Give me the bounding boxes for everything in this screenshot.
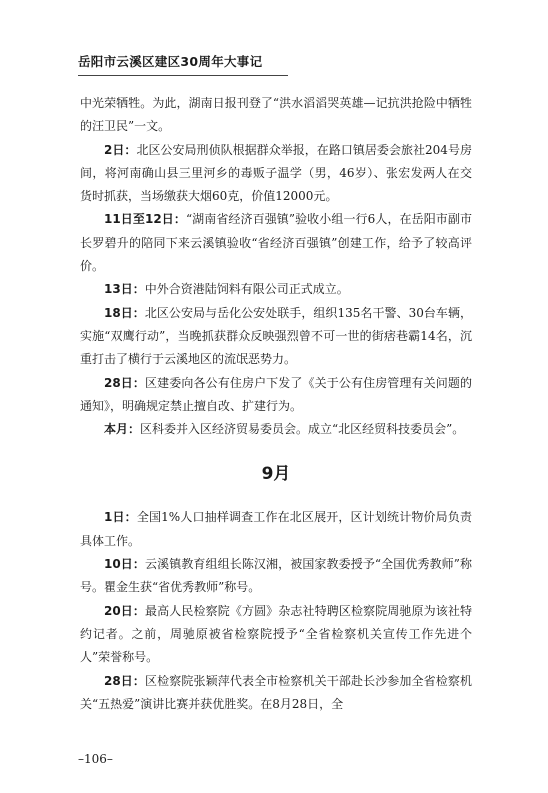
entries-september	[80, 506, 472, 716]
entry-text: 云溪镇教育组组长陈汉湘，被国家教委授予“全国优秀教师”称号。瞿金生获“省优秀教师”称号。	[80, 557, 473, 595]
chronicle-entry	[80, 372, 472, 419]
entry-date: 13日：	[104, 282, 145, 297]
entry-date: 18日：	[104, 305, 145, 320]
entry-date: 2日：	[104, 142, 137, 157]
entry-date: 28日：	[104, 375, 146, 390]
chronicle-entry	[80, 600, 472, 670]
entry-text: 区科委并入区经济贸易委员会。成立“北区经贸科技委员会”。	[140, 422, 465, 437]
entry-text: 北区公安局与岳化公安处联手，组织135名干警、30台车辆，实施“双鹰行动”，当晚抓获群众反映强烈曾不可一世的街痞巷霸14名，沉重打击了横行于云溪地区的流氓恶势力。	[80, 305, 472, 367]
page-number: –106–	[78, 752, 113, 766]
chronicle-entry	[80, 553, 472, 600]
entry-text: 北区公安局刑侦队根据群众举报，在路口镇居委会旅社204号房间，将河南确山县三里河乡的毒贩子温学（男，46岁）、张宏发两人在交货时抓获，当场缴获大烟60克，价值12000元。	[80, 142, 472, 204]
entry-text: “湖南省经济百强镇”验收小组一行6人，在岳阳市副市长罗碧升的陪同下来云溪镇验收“省经济百强镇”创建工作，给予了较高评价。	[80, 212, 472, 274]
entry-date: 28日：	[104, 673, 146, 688]
entry-text: 区检察院张颖萍代表全市检察机关干部赴长沙参加全省检察机关“五热爱”演讲比赛并获优胜奖。在8月28日，全	[80, 673, 472, 711]
chronicle-entry	[80, 278, 472, 301]
entry-date: 10日：	[104, 557, 146, 572]
entry-text: 中外合资港陆饲料有限公司正式成立。	[144, 282, 349, 297]
chronicle-entry	[80, 506, 472, 553]
entry-date: 11日至12日：	[104, 212, 186, 227]
entry-text: 区建委向各公有住房户下发了《关于公有住房管理有关问题的通知》，明确规定禁止擅自改、扩建行为。	[80, 375, 472, 413]
entry-date: 本月：	[104, 422, 141, 437]
page-body	[80, 92, 472, 716]
entry-text: 最高人民检察院《方圆》杂志社特聘区检察院周驰原为该社特约记者。之前，周驰原被省检察院授予“全省检察机关宣传工作先进个人”荣誉称号。	[80, 603, 472, 665]
running-head: 岳阳市云溪区建区30周年大事记	[78, 54, 263, 69]
chronicle-entry	[80, 92, 472, 139]
chronicle-entry	[80, 208, 472, 278]
entry-date: 1日：	[104, 510, 137, 525]
entries-august	[80, 92, 472, 441]
chronicle-entry	[80, 302, 472, 372]
header-rule	[78, 75, 288, 76]
entry-date: 20日：	[104, 603, 146, 618]
entry-text: 中光荣牺牲。为此，湖南日报刊登了“洪水滔滔哭英雄—记抗洪抢险中牺牲的汪卫民”一文。	[80, 96, 472, 134]
chronicle-entry	[80, 418, 472, 441]
chronicle-entry	[80, 670, 472, 717]
entry-text: 全国1%人口抽样调查工作在北区展开，区计划统计物价局负责具体工作。	[80, 510, 472, 548]
month-heading: 9月	[261, 464, 291, 485]
chronicle-entry	[80, 139, 472, 209]
